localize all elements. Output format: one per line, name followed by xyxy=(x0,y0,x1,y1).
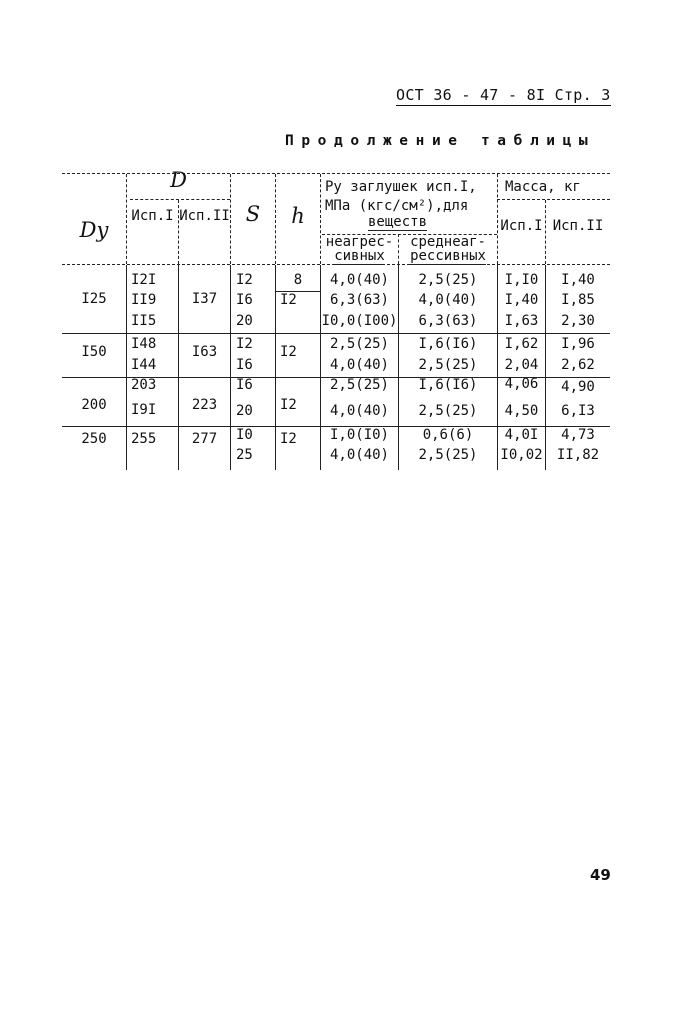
col-mass-isp1-header: Исп.I xyxy=(500,218,543,234)
dy-cell: 200 xyxy=(81,397,107,413)
mass-isp1-cell: 4,50 xyxy=(504,403,539,419)
s-cell: I6 xyxy=(236,292,253,308)
col-h-header: h xyxy=(291,204,305,228)
h-cell: I2 xyxy=(280,431,297,447)
mass-isp1-cell: I,62 xyxy=(504,336,539,352)
col-p-nonaggressive-line1: неагрес- xyxy=(325,234,394,250)
p-medium-cell: 4,0(40) xyxy=(418,292,478,308)
d-isp1-cell: I2I xyxy=(131,272,157,288)
d-isp2-cell: I63 xyxy=(191,344,218,360)
page-number: 49 xyxy=(590,866,611,884)
table-continuation-title: Продолжение таблицы xyxy=(285,133,596,149)
s-cell: 25 xyxy=(236,447,253,463)
p-nonaggressive-cell: 4,0(40) xyxy=(329,447,389,463)
p-medium-cell: 2,5(25) xyxy=(418,403,478,419)
d-isp1-cell: 255 xyxy=(131,431,157,447)
mass-isp1-cell: I0,02 xyxy=(500,447,543,463)
p-medium-cell: I,6(I6) xyxy=(418,377,478,393)
s-cell: I0 xyxy=(236,427,253,443)
mass-isp2-cell: 4,90 xyxy=(561,379,595,395)
col-mass-isp2-header: Исп.II xyxy=(552,218,604,234)
mass-isp1-cell: 4,06 xyxy=(504,376,539,392)
mass-isp1-cell: I,63 xyxy=(504,313,539,329)
mass-isp2-cell: 2,30 xyxy=(561,313,595,329)
p-medium-cell: 2,5(25) xyxy=(418,272,478,288)
s-cell: I6 xyxy=(236,357,253,373)
p-nonaggressive-cell: 4,0(40) xyxy=(329,272,389,288)
col-d-isp1-header: Исп.I xyxy=(131,208,174,224)
p-nonaggressive-cell: 4,0(40) xyxy=(329,357,389,373)
col-p-nonaggressive-line2 xyxy=(321,248,398,264)
dy-cell: I25 xyxy=(81,291,107,307)
d-isp1-cell: II5 xyxy=(131,313,157,329)
p-nonaggressive-cell: I0,0(I00) xyxy=(321,313,398,329)
mass-isp1-cell: I,40 xyxy=(504,292,539,308)
col-d-header: D xyxy=(170,168,187,192)
mass-isp2-cell: I,96 xyxy=(561,336,595,352)
mass-isp1-cell: 4,0I xyxy=(504,427,539,443)
d-isp1-cell: II9 xyxy=(131,292,157,308)
col-p-medium-line2 xyxy=(399,248,497,264)
col-d-isp2-header: Исп.II xyxy=(179,208,230,224)
d-isp2-cell: 223 xyxy=(191,397,218,413)
d-isp1-cell: I44 xyxy=(131,357,157,373)
mass-isp2-cell: 6,I3 xyxy=(561,403,595,419)
p-medium-cell: I,6(I6) xyxy=(418,336,478,352)
h-cell: I2 xyxy=(280,292,297,308)
nonaggressive-label: сивных xyxy=(334,248,385,264)
s-cell: 20 xyxy=(236,403,253,419)
mass-isp2-cell: II,82 xyxy=(556,447,600,463)
s-cell: I2 xyxy=(236,336,253,352)
col-s-header: S xyxy=(245,202,261,226)
p-medium-cell: 2,5(25) xyxy=(418,357,478,373)
mass-isp2-cell: I,85 xyxy=(561,292,595,308)
d-isp2-cell: I37 xyxy=(191,291,218,307)
p-nonaggressive-cell: 2,5(25) xyxy=(329,336,389,352)
dy-cell: I50 xyxy=(81,344,107,360)
col-pressure-header-line3 xyxy=(368,214,427,230)
pressure-substances-label: веществ xyxy=(368,214,428,230)
p-nonaggressive-cell: 6,3(63) xyxy=(329,292,389,308)
p-nonaggressive-cell: I,0(I0) xyxy=(329,427,389,443)
col-dy-header: Dy xyxy=(79,218,109,242)
d-isp2-cell: 277 xyxy=(191,431,218,447)
d-isp1-cell: 203 xyxy=(131,377,157,393)
mass-isp1-cell: 2,04 xyxy=(504,357,539,373)
dy-cell: 250 xyxy=(81,431,107,447)
mass-isp2-cell: 2,62 xyxy=(561,357,595,373)
h-cell: 8 xyxy=(293,272,303,288)
h-cell: I2 xyxy=(280,344,297,360)
col-mass-header: Масса, кг xyxy=(505,179,581,195)
s-cell: I2 xyxy=(236,272,253,288)
col-p-medium-line1: среднеаг- xyxy=(410,234,486,250)
p-medium-cell: 6,3(63) xyxy=(418,313,478,329)
mass-isp2-cell: I,40 xyxy=(561,272,595,288)
document-reference: ОСТ 36 - 47 - 8I Стр. 3 xyxy=(396,86,611,104)
s-cell: I6 xyxy=(236,377,253,393)
p-medium-cell: 0,6(6) xyxy=(422,427,474,443)
p-nonaggressive-cell: 2,5(25) xyxy=(329,377,389,393)
d-isp1-cell: I9I xyxy=(131,402,157,418)
col-pressure-header-line2: МПа (кгс/см²),для xyxy=(325,198,469,214)
mass-isp1-cell: I,I0 xyxy=(504,272,539,288)
d-isp1-cell: I48 xyxy=(131,336,157,352)
mass-isp2-cell: 4,73 xyxy=(561,427,595,443)
medium-aggressive-label: рессивных xyxy=(410,248,486,264)
p-medium-cell: 2,5(25) xyxy=(418,447,478,463)
h-cell: I2 xyxy=(280,397,297,413)
p-nonaggressive-cell: 4,0(40) xyxy=(329,403,389,419)
col-pressure-header-line1: Py заглушек исп.I, xyxy=(325,179,477,195)
s-cell: 20 xyxy=(236,313,253,329)
